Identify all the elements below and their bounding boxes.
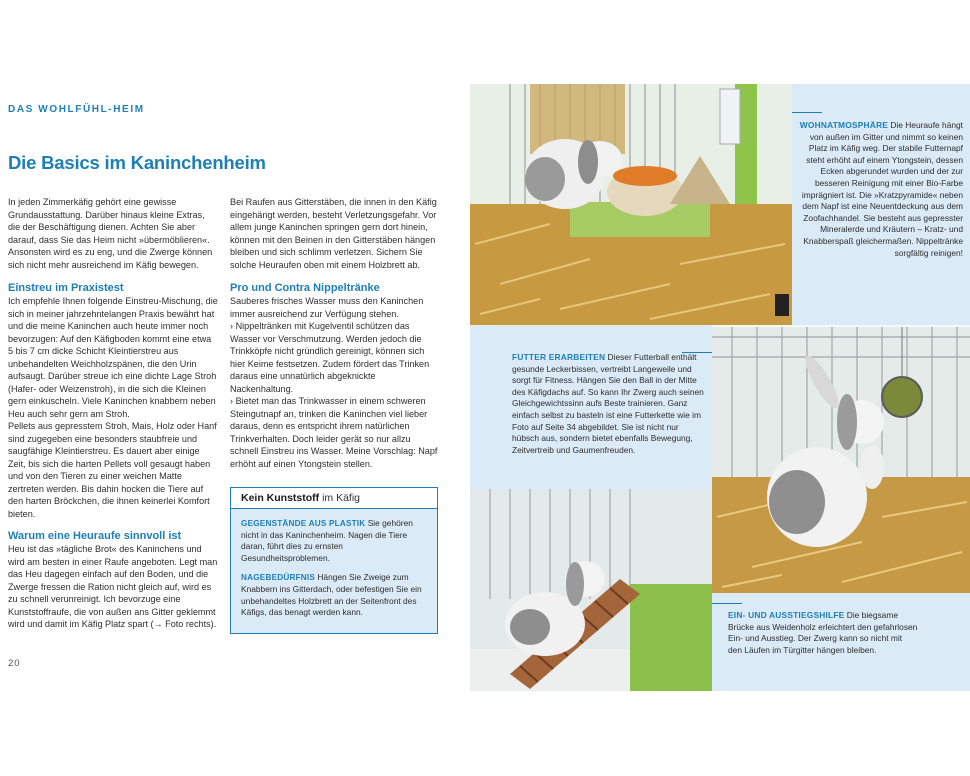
- column-1: [8, 196, 218, 631]
- heading-heuraufe: Warum eine Heuraufe sinnvoll ist: [8, 530, 182, 542]
- paragraph-wasser: Sauberes frisches Wasser muss den Kaninchen immer ausreichend zur Verfügung stehen.: [230, 296, 424, 319]
- page-number: 20: [8, 658, 21, 669]
- caption-1-rule: [792, 112, 822, 113]
- intro-paragraph: In jeden Zimmerkäfig gehört eine gewisse Grundausstattung. Darüber hinaus kleine Extras, die der Beschäftigung dienen. Achten Sie aber darauf, dass Sie das Heim nicht »übermöblieren«. Ansonsten wird es zu eng, und die Zwerge können sich nicht mehr ausreichend im Käfig bewegen.: [8, 197, 213, 270]
- paragraph-einstreu: Ich empfehle Ihnen folgende Einstreu-Mischung, die sich in meiner jahrzehntelangen Praxis bewährt hat und die meine Kaninchen auch heute immer noch bevorzugen: Auf den Käfigboden kommt eine etwa 5 bis 7 cm dicke Schicht Kleintierstreu aus unbehandelten Weichholzspänen, die den Urin aufsaugt. Darüber streue ich eine dichte Lage Stroh (Hafer- oder Weizenstroh), in die sich die Kleinen gern einkuscheln. Viele Kaninchen knabbern neben Heu auch sehr gern am Stroh.: [8, 296, 218, 419]
- info-item-plastik: GEGENSTÄNDE AUS PLASTIK Sie gehören nicht in das Kaninchenheim. Nagen die Tiere daran, führt dies zu ernsten Gesundheitsproblemen.: [241, 518, 413, 563]
- photo-rabbit-bowl: [470, 84, 792, 325]
- paragraph-pellets: Pellets aus gepresstem Stroh, Mais, Holz oder Hanf sind zugegeben eine besonders staubfreie und saugfähige Kleintierstreu. Es dauert aber einige Zeit, bis sich die harten Pellets voll gesaugt haben und von den Tieren zu einer weichen Matte zertreten werden. Bis dahin hocken die Tiere auf den harten Bröckchen, die ihnen keinerlei Komfort bieten.: [8, 421, 217, 519]
- caption-futter-erarbeiten: FUTTER ERARBEITEN Dieser Futterball enthält gesunde Leckerbissen, vertreibt Langeweile und sorgt für Fitness. Hängen Sie den Ball in der Mitte des Käfigdachs auf. So kann Ihr Zwerg auch seinen Gleichgewichtssinn aufs Beste trainieren. Ganz einfach selbst zu basteln ist eine Futterkette wie im Foto auf Seite 34 abgebildet. Sie ist nicht nur hübsch aus, sondern bietet ebenfalls Bewegung, Zeitvertreib und Gaumenfreuden.: [512, 352, 704, 455]
- section-kicker: DAS WOHLFÜHL-HEIM: [8, 104, 145, 115]
- photo-rabbit-bridge: [470, 489, 712, 691]
- heading-einstreu: Einstreu im Praxistest: [8, 282, 124, 294]
- info-box: [230, 487, 438, 634]
- info-item-nagebeduerfnis: NAGEBEDÜRFNIS Hängen Sie Zweige zum Knabbern ins Gitterdach, oder befestigen Sie ein unbehandeltes Holzbrett an der Seitenfront des Käfigs, das benagt werden kann.: [241, 572, 422, 618]
- photo-rabbit-foodball: [712, 327, 970, 593]
- caption-ein-ausstiegshilfe: EIN- UND AUSSTIEGSHILFE Die biegsame Brücke aus Weidenholz erleichtert den gefahrlosen Ein- und Ausstieg. Der Zwerg kann so nicht mit den Läufen im Türgitter hängen bleiben.: [728, 610, 918, 655]
- bullet-marker: ›: [230, 321, 234, 331]
- column-2: [230, 196, 440, 470]
- heading-nippeltraenke: Pro und Contra Nippeltränke: [230, 282, 380, 294]
- caption-wohnatmosphaere: WOHNATMOSPHÄRE Die Heuraufe hängt von außen im Gitter und nimmt so keinen Platz im Käfig weg. Der stabile Futternapf steht erhöht auf einem Ytongstein, dessen Ecken abgerundet wurden und der zur besseren Reinigung mit einer Bio-Farbe imprägniert ist. Die »Kratzpyramide« neben dem Napf ist eine Neuentdeckung aus dem Zoofachhandel. Sie besteht aus gepresster Mineralerde und Kräutern – Kratz- und Knabberspaß gleichermaßen. Nippeltränke sorgfältig reinigen!: [799, 120, 963, 258]
- info-box-body: [241, 518, 431, 627]
- paragraph-raufen: Bei Raufen aus Gitterstäben, die innen in den Käfig eingehängt werden, besteht Verletzungsgefahr. Vor allem junge Kaninchen springen gern dort hinein, können mit den Beinen in den Gitterstäben hängen bleiben und sich schlimm verletzen. Sichern Sie solche Heuraufen oben mit einem Holzbrett ab.: [230, 197, 437, 270]
- photo-panel: [470, 84, 970, 691]
- caption-3-rule: [712, 603, 742, 604]
- paragraph-heuraufe: Heu ist das »tägliche Brot« des Kaninchens und wird am besten in einer Raufe angeboten. Legt man das Heu dagegen einfach auf den Boden, und die Zwerge fressen die Ration nicht gleich auf, wird es zu schnell verunreinigt. Ich bevorzuge eine Kunststoffraufe, die von außen ans Gitter geklemmt wird und damit im Käfig Platz spart (→ Foto rechts).: [8, 544, 218, 629]
- info-box-title: Kein Kunststoff im Käfig: [230, 487, 438, 509]
- bullet-nippeltraenken: › Nippeltränken mit Kugelventil schützen das Wasser vor Verschmutzung. Werden jedoch die Trinkköpfe nicht gründlich gereinigt, können sich hier Keime festsetzen. Zudem fördert das Trinken daraus eine unnatürlich abgeknickte Nackenhaltung.: [230, 321, 430, 394]
- bullet-marker: ›: [230, 396, 234, 406]
- page-title: Die Basics im Kaninchenheim: [8, 152, 266, 173]
- bullet-steingutnapf: › Bietet man das Trinkwasser in einem schweren Steingutnapf an, trinken die Kaninchen viel lieber daraus, denn es entspricht ihrem natürlichen Trinkverhalten. Doch leider gerät so nur allzu schnell Einstreu ins Wasser. Meine Vorschlag: Napf erhöht auf einen Ytongstein stellen.: [230, 396, 438, 469]
